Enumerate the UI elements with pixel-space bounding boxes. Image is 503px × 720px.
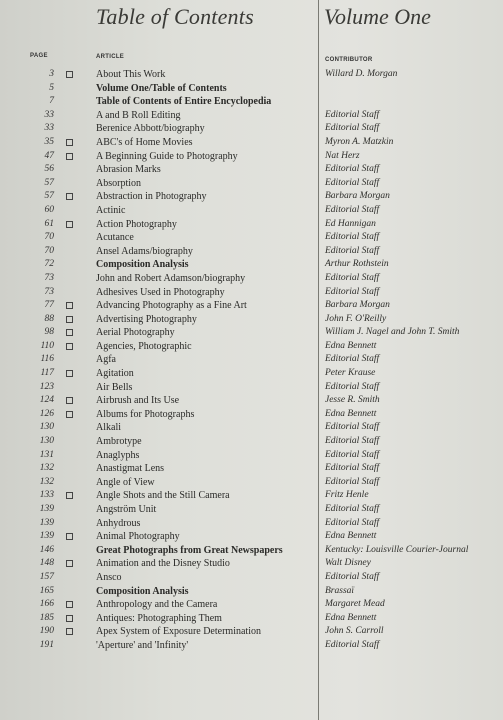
contributor-name: Edna Bennett [325,340,377,351]
contents-row [0,163,503,177]
page-number: 56 [44,164,54,175]
contents-row [0,367,503,381]
checkbox-icon [66,560,73,567]
contents-row [0,571,503,585]
page-number: 73 [44,272,54,283]
article-title: Berenice Abbott/biography [96,123,205,135]
contributor-name: Willard D. Morgan [325,69,398,79]
page-number: 131 [39,449,54,460]
contributor-name: Editorial Staff [325,463,380,474]
contributor-name: Editorial Staff [325,109,380,120]
page-number: 133 [39,490,54,501]
article-title: Absorption [96,177,141,189]
contents-row [0,204,503,218]
article-title: Volume One/Table of Contents [96,82,227,94]
checkbox-icon [66,153,73,160]
article-title: Advertising Photography [96,313,197,325]
contributor-name: Editorial Staff [325,232,380,243]
checkbox-icon [66,71,73,78]
page-number: 139 [39,517,54,528]
contents-row [0,421,503,435]
contributor-name: Fritz Henle [325,490,369,501]
page-number: 77 [44,300,54,311]
article-title: Airbrush and Its Use [96,395,180,407]
contents-row [0,340,503,354]
page-number: 3 [49,69,54,79]
contributor-name: John S. Carroll [325,626,384,637]
contributor-name: Editorial Staff [325,164,380,175]
article-title: Antiques: Photographing Them [96,612,222,624]
contents-row [0,381,503,395]
contents-row [0,245,503,259]
contents-row [0,598,503,612]
contents-row [0,313,503,327]
article-title: Abstraction in Photography [96,191,207,203]
page-number: 130 [39,436,54,447]
contents-row [0,612,503,626]
contents-row [0,190,503,204]
contributor-name: Editorial Staff [325,436,380,447]
contents-row [0,517,503,531]
page-number: 110 [40,340,54,351]
page-number: 124 [39,395,54,406]
contents-row [0,462,503,476]
checkbox-icon [66,316,73,323]
article-title: Action Photography [96,218,177,230]
page-number: 72 [44,259,54,270]
contributor-name: Arthur Rothstein [325,259,389,270]
article-title: Aerial Photography [96,327,175,339]
contributor-name: Editorial Staff [325,286,380,297]
contents-row [0,326,503,340]
page-column-header: PAGE [30,53,48,59]
contributor-name: Editorial Staff [325,177,380,188]
article-title: Composition Analysis [96,259,189,271]
contributor-name: Ed Hannigan [325,218,376,229]
checkbox-icon [66,193,73,200]
contents-row [0,544,503,558]
page-number: 190 [39,626,54,637]
article-title: Adhesives Used in Photography [96,286,225,298]
contributor-name: William J. Nagel and John T. Smith [325,327,460,338]
contributor-name: Editorial Staff [325,504,380,514]
article-title: Agencies, Photographic [96,340,192,352]
article-title: Ambrotype [96,436,142,448]
contributor-name: Walt Disney [325,558,371,569]
page-number: 33 [44,123,54,134]
contributor-name: Kentucky: Louisville Courier-Journal [325,544,469,555]
article-title: Anthropology and the Camera [96,599,218,611]
checkbox-icon [66,397,73,404]
article-title: Ansco [96,571,122,583]
contributor-name: Barbara Morgan [325,191,390,202]
contents-row [0,625,503,639]
contents-row [0,585,503,599]
article-title: Animation and the Disney Studio [96,558,230,570]
contributor-name: Brassaï [325,585,355,596]
article-title: 'Aperture' and 'Infinity' [96,639,189,651]
contributor-name: Editorial Staff [325,449,380,460]
contents-row [0,218,503,232]
article-title: About This Work [96,69,166,80]
contents-row [0,122,503,136]
contributor-name: Barbara Morgan [325,300,390,311]
article-title: Angle Shots and the Still Camera [96,490,230,502]
contents-row [0,177,503,191]
checkbox-icon [66,139,73,146]
page-number: 185 [39,612,54,623]
article-title: Angle of View [96,476,155,488]
article-title: ABC's of Home Movies [96,136,193,148]
contributor-name: Editorial Staff [325,123,380,134]
contents-row [0,286,503,300]
contents-row [0,68,503,82]
contents-row [0,408,503,422]
page-number: 98 [44,327,54,338]
page-number: 117 [40,368,54,379]
page-number: 33 [44,109,54,120]
page-number: 132 [39,463,54,474]
article-title: Anastigmat Lens [96,463,165,475]
page-number: 73 [44,286,54,297]
page-number: 126 [39,408,54,419]
contents-row [0,299,503,313]
contents-row [0,95,503,109]
page-number: 70 [44,245,54,256]
contributor-name: Editorial Staff [325,354,380,365]
contents-row [0,639,503,653]
article-title: Acutance [96,232,134,244]
page-number: 57 [44,191,54,202]
contributor-name: Editorial Staff [325,245,380,256]
article-title: Ansel Adams/biography [96,245,193,257]
article-column-header: ARTICLE [96,54,125,60]
checkbox-icon [66,628,73,635]
contents-row [0,272,503,286]
page-number: 123 [39,381,54,392]
contents-row [0,530,503,544]
page-number: 35 [44,136,54,147]
contributor-name: Editorial Staff [325,517,380,528]
checkbox-icon [66,615,73,622]
contributor-name: Editorial Staff [325,422,380,433]
contents-row [0,136,503,150]
contents-row [0,449,503,463]
contributor-name: Editorial Staff [325,571,380,582]
contributor-name: Editorial Staff [325,272,380,283]
page-number: 47 [44,150,54,161]
page-number: 70 [44,232,54,243]
page-number: 146 [39,544,54,555]
article-title: Agitation [96,368,134,380]
contents-row [0,353,503,367]
page-number: 57 [44,177,54,188]
contents-row [0,476,503,490]
contributor-name: Jesse R. Smith [325,395,380,406]
article-title: Composition Analysis [96,585,189,597]
page-number: 61 [44,218,54,229]
article-title: Angström Unit [96,504,157,515]
article-title: Actinic [96,204,126,216]
contributor-name: Nat Herz [325,150,360,161]
contributor-name: Editorial Staff [325,204,380,215]
page-number: 139 [39,504,54,514]
article-title: Table of Contents of Entire Encyclopedia [96,96,272,108]
article-title: John and Robert Adamson/biography [96,272,246,284]
article-title: A and B Roll Editing [96,109,181,121]
article-title: A Beginning Guide to Photography [96,150,238,162]
checkbox-icon [66,411,73,418]
page-number: 165 [39,585,54,596]
page-number: 132 [39,476,54,487]
article-title: Animal Photography [96,531,180,543]
checkbox-icon [66,302,73,309]
article-title: Anhydrous [96,517,141,529]
page-number: 157 [39,571,54,582]
article-title: Agfa [96,354,116,366]
contents-row [0,489,503,503]
contributor-column-header: CONTRIBUTOR [325,57,373,63]
contributor-name: Editorial Staff [325,639,380,650]
page-number: 60 [44,204,54,215]
article-title: Advancing Photography as a Fine Art [96,300,247,312]
contents-row [0,503,503,517]
contents-row [0,258,503,272]
page-number: 166 [39,599,54,610]
page-number: 191 [39,639,54,650]
contents-row [0,109,503,123]
page-number: 130 [39,422,54,433]
contents-row [0,82,503,96]
checkbox-icon [66,601,73,608]
contributor-name: Edna Bennett [325,531,377,542]
page-number: 88 [44,313,54,324]
page-number: 148 [39,558,54,569]
page-number: 5 [49,82,54,93]
contributor-name: Peter Krause [325,368,376,379]
contributor-name: Editorial Staff [325,381,380,392]
page-number: 7 [49,96,54,107]
article-title: Apex System of Exposure Determination [96,626,261,638]
contents-list [0,68,503,653]
contributor-name: Editorial Staff [325,476,380,487]
contributor-name: John F. O'Reilly [325,313,387,324]
checkbox-icon [66,329,73,336]
volume-title: Volume One [324,4,431,29]
checkbox-icon [66,221,73,228]
contributor-name: Edna Bennett [325,612,377,623]
checkbox-icon [66,533,73,540]
contributor-name: Margaret Mead [325,599,385,610]
article-title: Air Bells [96,381,133,393]
checkbox-icon [66,492,73,499]
contributor-name: Myron A. Matzkin [325,136,394,147]
page-number: 116 [40,354,54,365]
checkbox-icon [66,343,73,350]
contents-row [0,231,503,245]
page-title: Table of Contents [96,4,254,29]
article-title: Anaglyphs [96,449,140,461]
article-title: Albums for Photographs [96,408,195,420]
contents-row [0,394,503,408]
article-title: Great Photographs from Great Newspapers [96,544,283,556]
article-title: Abrasion Marks [96,164,161,176]
contents-row [0,150,503,164]
contents-row [0,557,503,571]
checkbox-icon [66,370,73,377]
page-number: 139 [39,531,54,542]
contents-row [0,435,503,449]
article-title: Alkali [96,422,121,434]
contributor-name: Edna Bennett [325,408,377,419]
